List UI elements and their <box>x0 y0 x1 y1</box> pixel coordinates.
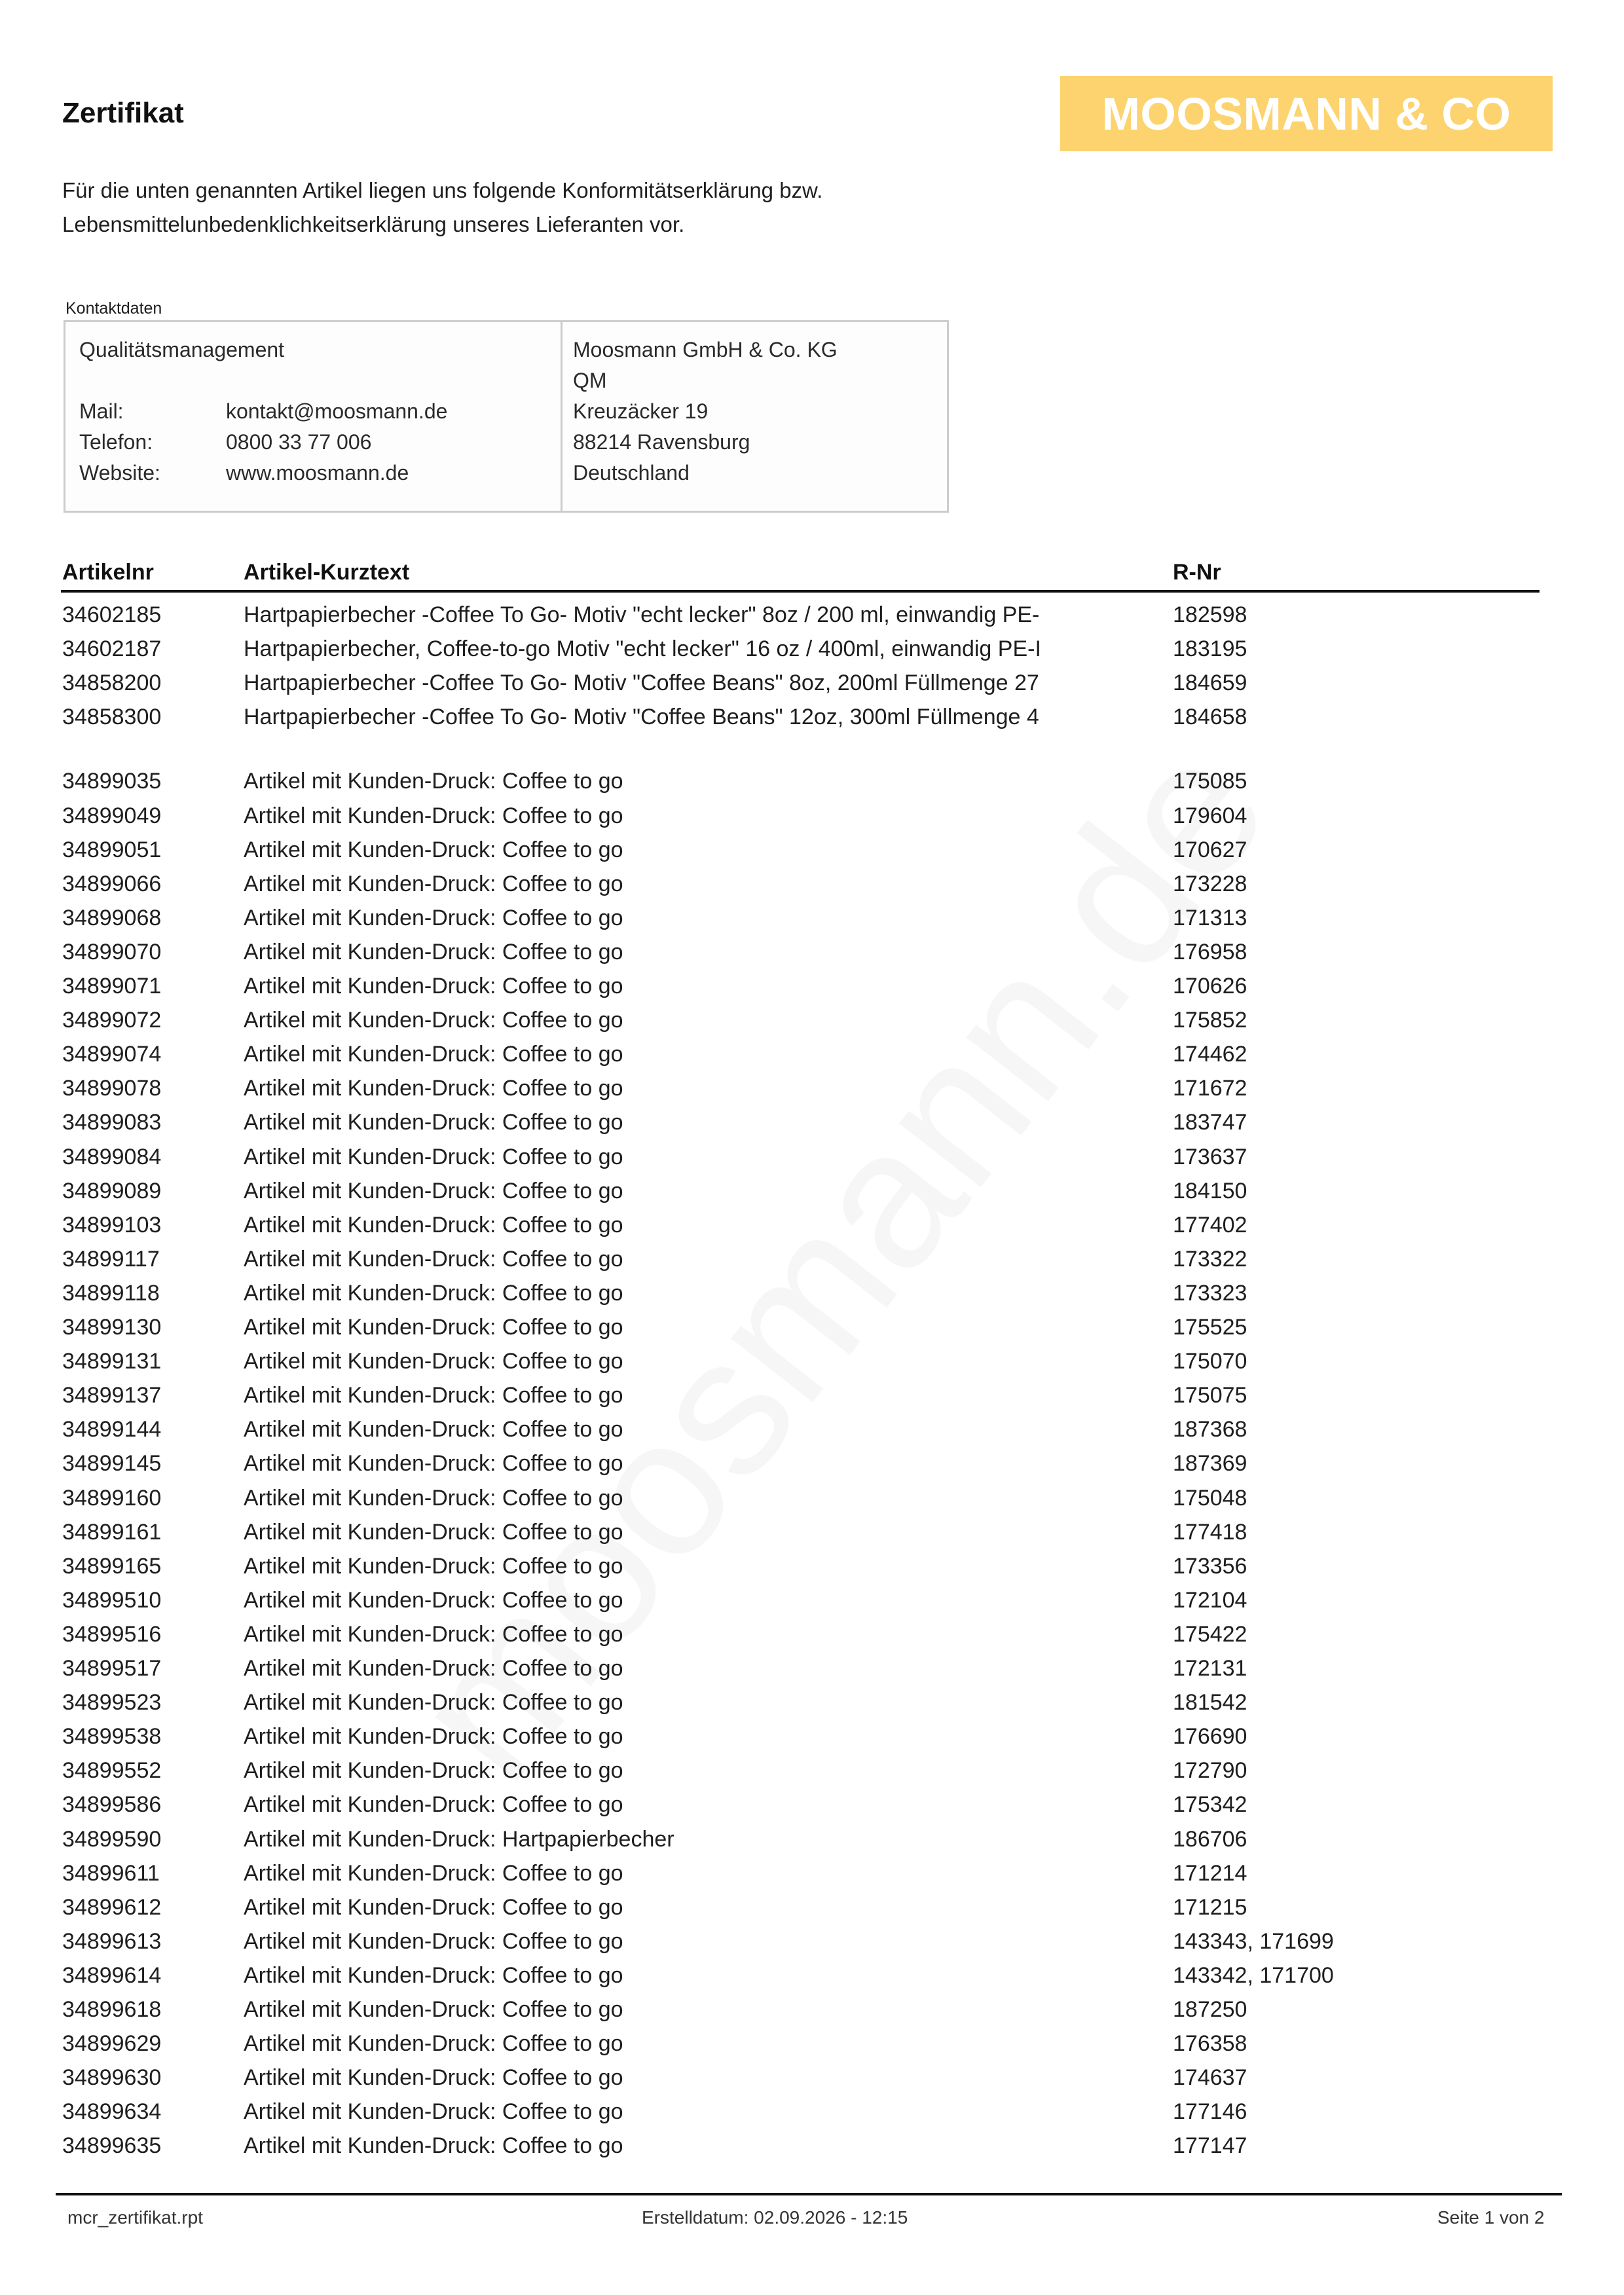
cell-rnr: 175422 <box>1173 1622 1247 1647</box>
company-country: Deutschland <box>573 461 690 485</box>
cell-artikelnr: 34899117 <box>62 1247 160 1272</box>
table-row <box>0 974 1624 1008</box>
cell-kurztext: Artikel mit Kunden-Druck: Coffee to go <box>244 1145 623 1169</box>
cell-artikelnr: 34899614 <box>62 1963 162 1988</box>
table-row <box>0 2031 1624 2065</box>
table-row <box>0 705 1624 739</box>
cell-rnr: 184658 <box>1173 705 1247 729</box>
cell-rnr: 174462 <box>1173 1042 1247 1067</box>
company-dept: QM <box>573 369 607 392</box>
table-row <box>0 1042 1624 1076</box>
cell-rnr: 177402 <box>1173 1213 1247 1238</box>
cell-rnr: 171672 <box>1173 1076 1247 1101</box>
cell-kurztext: Artikel mit Kunden-Druck: Coffee to go <box>244 1315 623 1340</box>
cell-kurztext: Artikel mit Kunden-Druck: Coffee to go <box>244 906 623 930</box>
cell-kurztext: Artikel mit Kunden-Druck: Coffee to go <box>244 1281 623 1306</box>
cell-artikelnr: 34899160 <box>62 1486 162 1511</box>
cell-rnr: 172790 <box>1173 1758 1247 1783</box>
cell-kurztext: Artikel mit Kunden-Druck: Coffee to go <box>244 1963 623 1988</box>
cell-kurztext: Artikel mit Kunden-Druck: Coffee to go <box>244 872 623 896</box>
intro-line-1: Für die unten genannten Artikel liegen uns folgende Konformitätserklärung bzw. <box>62 178 823 202</box>
cell-kurztext: Artikel mit Kunden-Druck: Coffee to go <box>244 1417 623 1442</box>
cell-kurztext: Artikel mit Kunden-Druck: Hartpapierbecher <box>244 1827 674 1852</box>
cell-rnr: 172104 <box>1173 1588 1247 1613</box>
cell-kurztext: Artikel mit Kunden-Druck: Coffee to go <box>244 1110 623 1135</box>
cell-kurztext: Artikel mit Kunden-Druck: Coffee to go <box>244 1554 623 1579</box>
table-row <box>0 1554 1624 1588</box>
cell-rnr: 175048 <box>1173 1486 1247 1511</box>
cell-kurztext: Artikel mit Kunden-Druck: Coffee to go <box>244 940 623 964</box>
cell-kurztext: Hartpapierbecher, Coffee-to-go Motiv "echt lecker" 16 oz / 400ml, einwandig PE-I <box>244 636 1041 661</box>
contact-section-label: Kontaktdaten <box>65 299 162 318</box>
header-artikelnr: Artikelnr <box>62 560 154 585</box>
cell-rnr: 176958 <box>1173 940 1247 964</box>
table-row <box>0 670 1624 705</box>
cell-rnr: 187250 <box>1173 1997 1247 2022</box>
table-row <box>0 1383 1624 1417</box>
table-row <box>0 940 1624 974</box>
cell-kurztext: Artikel mit Kunden-Druck: Coffee to go <box>244 769 623 794</box>
table-row <box>0 1281 1624 1315</box>
cell-artikelnr: 34899118 <box>62 1281 160 1306</box>
table-row <box>0 636 1624 670</box>
table-row <box>0 803 1624 837</box>
cell-artikelnr: 34899590 <box>62 1827 162 1852</box>
cell-artikelnr: 34899612 <box>62 1895 162 1920</box>
cell-rnr: 184150 <box>1173 1179 1247 1203</box>
cell-artikelnr: 34899070 <box>62 940 162 964</box>
table-row <box>0 602 1624 636</box>
cell-artikelnr: 34899618 <box>62 1997 162 2022</box>
cell-kurztext: Hartpapierbecher -Coffee To Go- Motiv "Coffee Beans" 12oz, 300ml Füllmenge 4 <box>244 705 1039 729</box>
company-city: 88214 Ravensburg <box>573 430 750 454</box>
table-row <box>0 1213 1624 1247</box>
cell-kurztext: Hartpapierbecher -Coffee To Go- Motiv "Coffee Beans" 8oz, 200ml Füllmenge 27 <box>244 670 1039 695</box>
table-row <box>0 1145 1624 1179</box>
cell-artikelnr: 34899084 <box>62 1145 162 1169</box>
cell-rnr: 177146 <box>1173 2099 1247 2124</box>
cell-artikelnr: 34899083 <box>62 1110 162 1135</box>
cell-kurztext: Artikel mit Kunden-Druck: Coffee to go <box>244 1690 623 1715</box>
table-row <box>0 1179 1624 1213</box>
phone-label: Telefon: <box>79 430 153 454</box>
cell-artikelnr: 34899586 <box>62 1792 162 1817</box>
cell-kurztext: Artikel mit Kunden-Druck: Coffee to go <box>244 2031 623 2056</box>
cell-artikelnr: 34899517 <box>62 1656 162 1681</box>
table-row <box>0 2099 1624 2133</box>
cell-artikelnr: 34899613 <box>62 1929 162 1954</box>
cell-rnr: 187368 <box>1173 1417 1247 1442</box>
table-row <box>0 1247 1624 1281</box>
cell-kurztext: Artikel mit Kunden-Druck: Coffee to go <box>244 1213 623 1238</box>
cell-artikelnr: 34899071 <box>62 974 162 999</box>
cell-rnr: 174637 <box>1173 2065 1247 2090</box>
table-row <box>0 1451 1624 1485</box>
cell-kurztext: Artikel mit Kunden-Druck: Coffee to go <box>244 1247 623 1272</box>
contact-box <box>64 320 949 513</box>
cell-rnr: 187369 <box>1173 1451 1247 1476</box>
cell-artikelnr: 34899144 <box>62 1417 162 1442</box>
cell-rnr: 175085 <box>1173 769 1247 794</box>
cell-artikelnr: 34899074 <box>62 1042 162 1067</box>
cell-artikelnr: 34899145 <box>62 1451 162 1476</box>
cell-kurztext: Artikel mit Kunden-Druck: Coffee to go <box>244 837 623 862</box>
contact-department: Qualitätsmanagement <box>79 338 285 361</box>
cell-artikelnr: 34602187 <box>62 636 162 661</box>
table-row <box>0 872 1624 906</box>
cell-rnr: 179604 <box>1173 803 1247 828</box>
cell-artikelnr: 34899049 <box>62 803 162 828</box>
table-row <box>0 1486 1624 1520</box>
header-rule <box>61 590 1540 593</box>
table-row <box>0 1622 1624 1656</box>
cell-kurztext: Artikel mit Kunden-Druck: Coffee to go <box>244 1997 623 2022</box>
table-row <box>0 1758 1624 1792</box>
table-row <box>0 769 1624 803</box>
cell-artikelnr: 34899078 <box>62 1076 162 1101</box>
cell-artikelnr: 34899103 <box>62 1213 162 1238</box>
cell-kurztext: Artikel mit Kunden-Druck: Coffee to go <box>244 1656 623 1681</box>
cell-kurztext: Artikel mit Kunden-Druck: Coffee to go <box>244 1451 623 1476</box>
cell-rnr: 175525 <box>1173 1315 1247 1340</box>
cell-rnr: 184659 <box>1173 670 1247 695</box>
mail-link[interactable]: kontakt@moosmann.de <box>226 399 448 423</box>
footer-page: Seite 1 von 2 <box>1437 2207 1545 2228</box>
table-row <box>0 837 1624 872</box>
table-row <box>0 1008 1624 1042</box>
table-row <box>0 1076 1624 1110</box>
cell-rnr: 177418 <box>1173 1520 1247 1545</box>
cell-artikelnr: 34899634 <box>62 2099 162 2124</box>
website-label: Website: <box>79 461 160 485</box>
table-row <box>0 1895 1624 1929</box>
table-header <box>0 560 1624 593</box>
cell-rnr: 173637 <box>1173 1145 1247 1169</box>
cell-rnr: 171214 <box>1173 1861 1247 1886</box>
cell-artikelnr: 34899035 <box>62 769 162 794</box>
table-row <box>0 1792 1624 1826</box>
cell-kurztext: Artikel mit Kunden-Druck: Coffee to go <box>244 2065 623 2090</box>
table-row <box>0 1520 1624 1554</box>
header-rnr: R-Nr <box>1173 560 1221 585</box>
cell-rnr: 172131 <box>1173 1656 1247 1681</box>
table-row <box>0 1588 1624 1622</box>
table-row <box>0 1997 1624 2031</box>
cell-kurztext: Artikel mit Kunden-Druck: Coffee to go <box>244 2099 623 2124</box>
intro-line-2: Lebensmittelunbedenklichkeitserklärung unseres Lieferanten vor. <box>62 212 685 236</box>
table-row <box>0 906 1624 940</box>
cell-rnr: 175070 <box>1173 1349 1247 1374</box>
cell-artikelnr: 34858200 <box>62 670 162 695</box>
cell-kurztext: Artikel mit Kunden-Druck: Coffee to go <box>244 1042 623 1067</box>
cell-rnr: 175852 <box>1173 1008 1247 1033</box>
phone-value: 0800 33 77 006 <box>226 430 372 454</box>
cell-kurztext: Artikel mit Kunden-Druck: Coffee to go <box>244 1758 623 1783</box>
cell-artikelnr: 34899161 <box>62 1520 162 1545</box>
page-title: Zertifikat <box>62 97 184 129</box>
cell-artikelnr: 34899165 <box>62 1554 162 1579</box>
table-row <box>0 1861 1624 1895</box>
cell-kurztext: Artikel mit Kunden-Druck: Coffee to go <box>244 1383 623 1408</box>
cell-kurztext: Artikel mit Kunden-Druck: Coffee to go <box>244 1486 623 1511</box>
cell-kurztext: Artikel mit Kunden-Druck: Coffee to go <box>244 1792 623 1817</box>
cell-kurztext: Artikel mit Kunden-Druck: Coffee to go <box>244 1929 623 1954</box>
cell-artikelnr: 34899516 <box>62 1622 162 1647</box>
company-logo: MOOSMANN & CO <box>1060 76 1553 151</box>
cell-rnr: 176690 <box>1173 1724 1247 1749</box>
cell-artikelnr: 34602185 <box>62 602 162 627</box>
table-row <box>0 1827 1624 1861</box>
cell-artikelnr: 34899130 <box>62 1315 162 1340</box>
cell-rnr: 183195 <box>1173 636 1247 661</box>
cell-artikelnr: 34899089 <box>62 1179 162 1203</box>
cell-artikelnr: 34899635 <box>62 2133 162 2158</box>
cell-kurztext: Artikel mit Kunden-Druck: Coffee to go <box>244 1349 623 1374</box>
cell-kurztext: Artikel mit Kunden-Druck: Coffee to go <box>244 803 623 828</box>
cell-artikelnr: 34899066 <box>62 872 162 896</box>
cell-kurztext: Artikel mit Kunden-Druck: Coffee to go <box>244 2133 623 2158</box>
cell-rnr: 181542 <box>1173 1690 1247 1715</box>
table-row <box>0 1110 1624 1144</box>
mail-label: Mail: <box>79 399 124 423</box>
footer-rule <box>56 2193 1562 2195</box>
cell-artikelnr: 34899630 <box>62 2065 162 2090</box>
cell-rnr: 173228 <box>1173 872 1247 896</box>
cell-rnr: 175075 <box>1173 1383 1247 1408</box>
table-row <box>0 1417 1624 1451</box>
cell-artikelnr: 34899137 <box>62 1383 162 1408</box>
cell-rnr: 171215 <box>1173 1895 1247 1920</box>
cell-artikelnr: 34899131 <box>62 1349 162 1374</box>
table-row <box>0 1963 1624 1997</box>
cell-rnr: 173356 <box>1173 1554 1247 1579</box>
table-row <box>0 2133 1624 2167</box>
cell-rnr: 177147 <box>1173 2133 1247 2158</box>
cell-kurztext: Artikel mit Kunden-Druck: Coffee to go <box>244 1076 623 1101</box>
cell-artikelnr: 34899552 <box>62 1758 162 1783</box>
contact-divider <box>561 322 563 511</box>
company-street: Kreuzäcker 19 <box>573 399 709 423</box>
table-row <box>0 1656 1624 1690</box>
cell-rnr: 173323 <box>1173 1281 1247 1306</box>
cell-rnr: 183747 <box>1173 1110 1247 1135</box>
cell-artikelnr: 34899523 <box>62 1690 162 1715</box>
cell-kurztext: Artikel mit Kunden-Druck: Coffee to go <box>244 1008 623 1033</box>
cell-kurztext: Artikel mit Kunden-Druck: Coffee to go <box>244 1622 623 1647</box>
cell-kurztext: Artikel mit Kunden-Druck: Coffee to go <box>244 1520 623 1545</box>
cell-rnr: 170626 <box>1173 974 1247 999</box>
cell-rnr: 170627 <box>1173 837 1247 862</box>
cell-rnr: 171313 <box>1173 906 1247 930</box>
company-name: Moosmann GmbH & Co. KG <box>573 338 838 361</box>
footer-file: mcr_zertifikat.rpt <box>67 2207 203 2228</box>
cell-kurztext: Artikel mit Kunden-Druck: Coffee to go <box>244 1179 623 1203</box>
table-row <box>0 1929 1624 1963</box>
website-link[interactable]: www.moosmann.de <box>226 461 409 485</box>
cell-rnr: 173322 <box>1173 1247 1247 1272</box>
table-row <box>0 1724 1624 1758</box>
cell-kurztext: Artikel mit Kunden-Druck: Coffee to go <box>244 1724 623 1749</box>
cell-kurztext: Hartpapierbecher -Coffee To Go- Motiv "echt lecker" 8oz / 200 ml, einwandig PE- <box>244 602 1040 627</box>
cell-kurztext: Artikel mit Kunden-Druck: Coffee to go <box>244 1588 623 1613</box>
cell-rnr: 143343, 171699 <box>1173 1929 1334 1954</box>
cell-rnr: 182598 <box>1173 602 1247 627</box>
cell-artikelnr: 34899611 <box>62 1861 160 1886</box>
table-row <box>0 1690 1624 1724</box>
cell-kurztext: Artikel mit Kunden-Druck: Coffee to go <box>244 974 623 999</box>
cell-rnr: 186706 <box>1173 1827 1247 1852</box>
cell-artikelnr: 34899072 <box>62 1008 162 1033</box>
header-kurztext: Artikel-Kurztext <box>244 560 410 585</box>
table-row <box>0 1315 1624 1349</box>
intro-text <box>62 174 822 242</box>
cell-artikelnr: 34899510 <box>62 1588 162 1613</box>
cell-rnr: 143342, 171700 <box>1173 1963 1334 1988</box>
cell-rnr: 176358 <box>1173 2031 1247 2056</box>
footer-created: Erstelldatum: 02.09.2026 - 12:15 <box>642 2207 908 2228</box>
cell-artikelnr: 34899068 <box>62 906 162 930</box>
table-row <box>0 2065 1624 2099</box>
table-row <box>0 1349 1624 1383</box>
cell-artikelnr: 34899538 <box>62 1724 162 1749</box>
cell-kurztext: Artikel mit Kunden-Druck: Coffee to go <box>244 1895 623 1920</box>
cell-rnr: 175342 <box>1173 1792 1247 1817</box>
cell-artikelnr: 34899629 <box>62 2031 162 2056</box>
cell-artikelnr: 34899051 <box>62 837 162 862</box>
cell-kurztext: Artikel mit Kunden-Druck: Coffee to go <box>244 1861 623 1886</box>
cell-artikelnr: 34858300 <box>62 705 162 729</box>
